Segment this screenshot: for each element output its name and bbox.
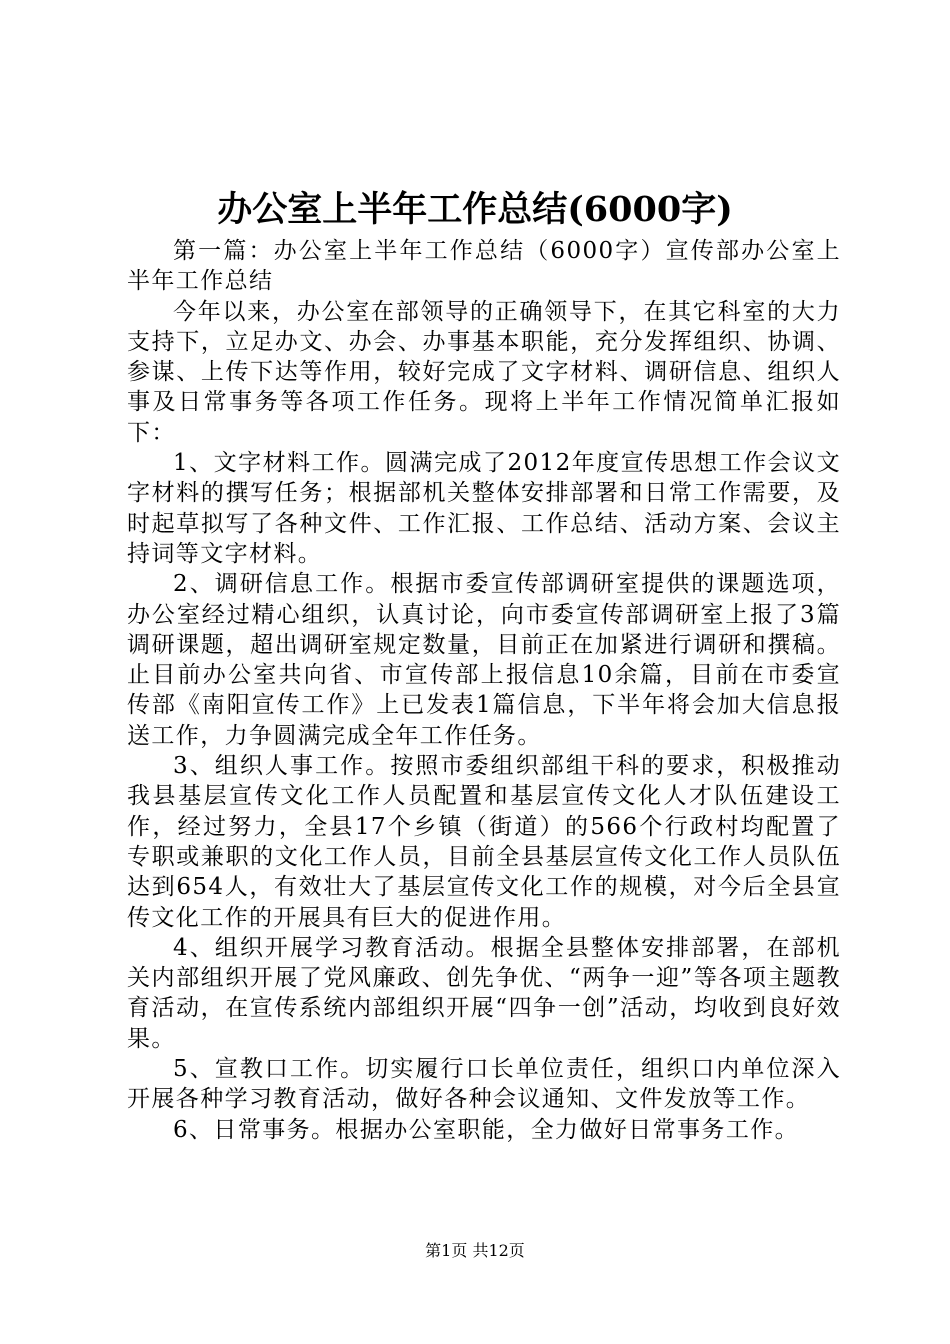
page-footer: 第1页 共12页 [425,1241,525,1260]
paragraph-item-5: 5、宣教口工作。切实履行口长单位责任，组织口内单位深入开展各种学习教育活动，做好各种会议通知、文件发放等工作。 [127,1056,841,1113]
document-body [127,236,841,1145]
paragraph-heading: 第一篇：办公室上半年工作总结（6000字）宣传部办公室上半年工作总结 [127,238,841,295]
paragraph-item-1: 1、文字材料工作。圆满完成了2012年度宣传思想工作会议文字材料的撰写任务；根据部机关整体安排部署和日常工作需要，及时起草拟写了各种文件、工作汇报、工作总结、活动方案、会议主持词等文字材料。 [127,450,841,567]
paragraph-item-6: 6、日常事务。根据办公室职能，全力做好日常事务工作。 [173,1116,800,1143]
document-title: 办公室上半年工作总结(6000字) [217,189,733,230]
paragraph-item-3: 3、组织人事工作。按照市委组织部组干科的要求，积极推动我县基层宣传文化工作人员配置和基层宣传文化人才队伍建设工作，经过努力，全县17个乡镇（街道）的566个行政村均配置了专职或兼职的文化工作人员，目前全县基层宣传文化工作人员队伍达到654人，有效壮大了基层宣传文化工作的规模，对今后全县宣传文化工作的开展具有巨大的促进作用。 [127,753,841,931]
paragraph-intro: 今年以来，办公室在部领导的正确领导下，在其它科室的大力支持下，立足办文、办会、办事基本职能，充分发挥组织、协调、参谋、上传下达等作用，较好完成了文字材料、调研信息、组织人事及日常事务等各项工作任务。现将上半年工作情况简单汇报如下： [127,298,841,446]
paragraph-item-4: 4、组织开展学习教育活动。根据全县整体安排部署，在部机关内部组织开展了党风廉政、创先争优、“两争一迎”等各项主题教育活动，在宣传系统内部组织开展“四争一创”活动，均收到良好效果。 [127,934,841,1052]
paragraph-item-2: 2、调研信息工作。根据市委宣传部调研室提供的课题选项，办公室经过精心组织，认真讨论，向市委宣传部调研室上报了3篇调研课题，超出调研室规定数量，目前正在加紧进行调研和撰稿。止目前办公室共向省、市宣传部上报信息10余篇，目前在市委宣传部《南阳宣传工作》上已发表1篇信息，下半年将会加大信息报送工作，力争圆满完成全年工作任务。 [127,571,841,749]
